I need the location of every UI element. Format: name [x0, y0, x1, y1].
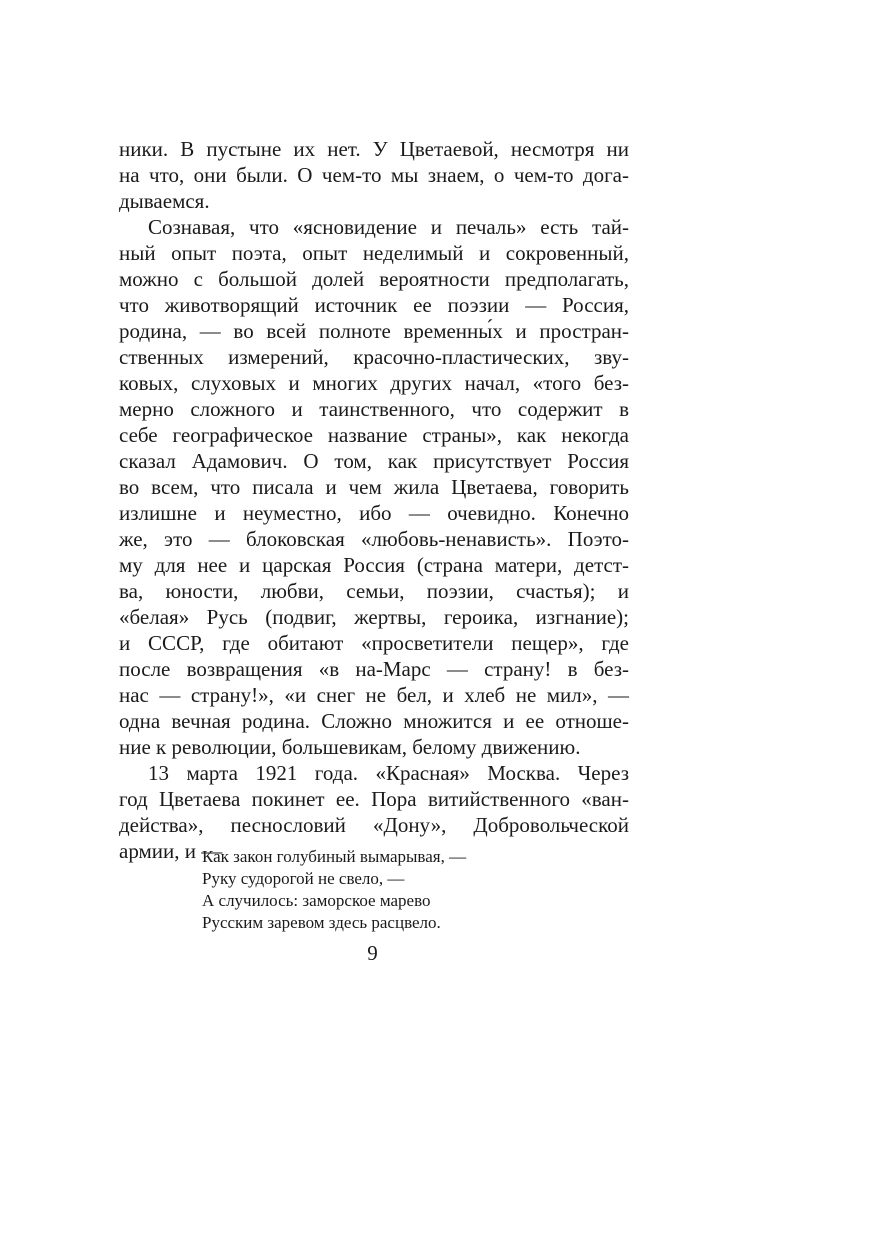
text-line: 13 марта 1921 года. «Красная» Москва. Через — [148, 761, 629, 785]
text-line: год Цветаева покинет ее. Пора витийственного «ван- — [119, 787, 629, 811]
text-line: во всем, что писала и чем жила Цветаева, говорить — [119, 475, 629, 499]
text-line: и СССР, где обитают «просветители пещер», где — [119, 631, 629, 655]
text-line: действа», песнословий «Дону», Добровольческой — [119, 813, 629, 837]
text-line: ники. В пустыне их нет. У Цветаевой, несмотря ни — [119, 137, 629, 161]
text-line: излишне и неуместно, ибо — очевидно. Конечно — [119, 501, 629, 525]
verse-line: Русским заревом здесь расцвело. — [202, 913, 441, 932]
text-line: ный опыт поэта, опыт неделимый и сокровенный, — [119, 241, 629, 265]
text-line: ние к революции, большевикам, белому движению. — [119, 735, 581, 759]
page-number: 9 — [367, 941, 378, 965]
text-line: на что, они были. О чем-то мы знаем, о чем-то дога- — [119, 163, 629, 187]
text-line: одна вечная родина. Сложно множится и ее отноше- — [119, 709, 629, 733]
text-line: что животворящий источник ее поэзии — Россия, — [119, 293, 629, 317]
text-line: мерно сложного и таинственного, что содержит в — [119, 397, 629, 421]
verse-line: Руку судорогой не свело, — — [202, 869, 405, 888]
text-line: после возвращения «в на-Марс — страну! в без- — [119, 657, 629, 681]
text-line: нас — страну!», «и снег не бел, и хлеб не мил», — — [119, 683, 629, 707]
text-line: армии, и — — [119, 839, 223, 863]
verse-line: А случилось: заморское марево — [202, 891, 431, 910]
text-line: му для нее и царская Россия (страна матери, детст- — [119, 553, 629, 577]
text-line: дываемся. — [119, 189, 210, 213]
text-line: «белая» Русь (подвиг, жертвы, героика, изгнание); — [119, 605, 629, 629]
text-line: ковых, слуховых и многих других начал, «того без- — [119, 371, 629, 395]
text-line: себе географическое название страны», как некогда — [119, 423, 629, 447]
text-line: можно с большой долей вероятности предполагать, — [119, 267, 629, 291]
text-line: же, это — блоковская «любовь-ненависть». Поэто- — [119, 527, 629, 551]
verse-line: Как закон голубиный вымарывая, — — [202, 847, 467, 866]
text-line: сказал Адамович. О том, как присутствует Россия — [119, 449, 629, 473]
text-line: ва, юности, любви, семьи, поэзии, счастья); и — [119, 579, 629, 603]
text-line: родина, — во всей полноте временны́х и простран- — [119, 319, 629, 343]
text-line: Сознавая, что «ясновидение и печаль» есть тай- — [148, 215, 629, 239]
text-line: ственных измерений, красочно-пластических, зву- — [119, 345, 629, 369]
